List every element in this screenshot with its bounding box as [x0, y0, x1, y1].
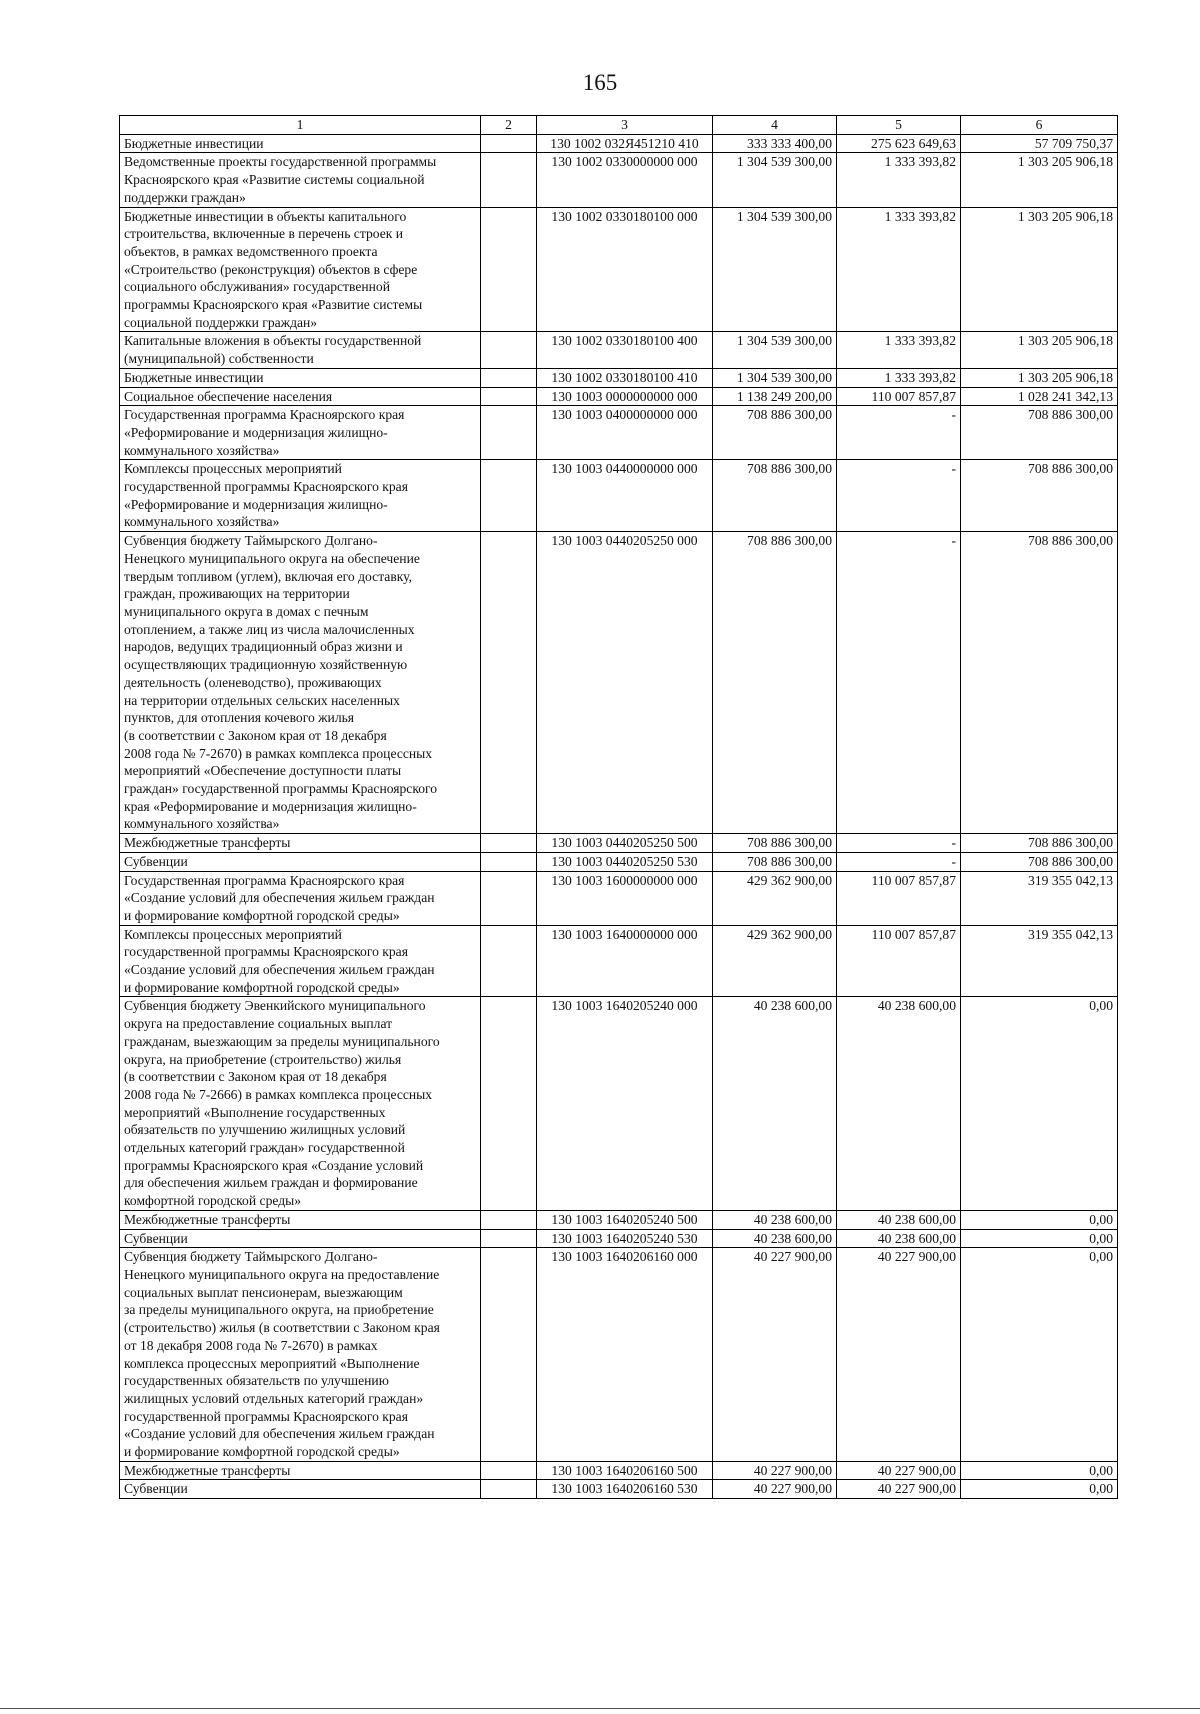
budget-code-cell: 130 1003 1600000000 000: [537, 871, 713, 925]
amount-col4-cell: 429 362 900,00: [713, 871, 837, 925]
budget-code-cell: 130 1002 0330000000 000: [537, 153, 713, 207]
column2-cell: [481, 406, 537, 460]
amount-col5-cell: 40 227 900,00: [837, 1248, 961, 1461]
budget-code-cell: 130 1003 1640206160 500: [537, 1461, 713, 1480]
table-row: [120, 997, 1118, 1210]
column2-cell: [481, 153, 537, 207]
header-row: [120, 116, 1118, 135]
amount-col4-cell: 1 304 539 300,00: [713, 207, 837, 332]
amount-col6-cell: 0,00: [961, 1461, 1118, 1480]
table-row: [120, 1480, 1118, 1499]
budget-code-cell: 130 1003 0440205250 530: [537, 852, 713, 871]
amount-col4-cell: 708 886 300,00: [713, 406, 837, 460]
item-name-cell: Бюджетные инвестиции: [120, 368, 481, 387]
budget-code-cell: 130 1002 032Я451210 410: [537, 134, 713, 153]
budget-code-cell: 130 1003 1640000000 000: [537, 925, 713, 997]
item-name-cell: Субвенции: [120, 1229, 481, 1248]
budget-code-cell: 130 1003 0400000000 000: [537, 406, 713, 460]
item-name-cell: Комплексы процессных мероприятий государственной программы Красноярского края «Реформирование и модернизация жилищно- коммунального хозяйства»: [120, 460, 481, 532]
budget-code-cell: 130 1003 1640206160 530: [537, 1480, 713, 1499]
column2-cell: [481, 387, 537, 406]
amount-col4-cell: 40 238 600,00: [713, 1210, 837, 1229]
amount-col6-cell: 708 886 300,00: [961, 406, 1118, 460]
amount-col5-cell: -: [837, 460, 961, 532]
amount-col4-cell: 429 362 900,00: [713, 925, 837, 997]
column2-cell: [481, 834, 537, 853]
amount-col4-cell: 40 227 900,00: [713, 1461, 837, 1480]
budget-code-cell: 130 1003 0440205250 500: [537, 834, 713, 853]
column2-cell: [481, 134, 537, 153]
amount-col5-cell: 40 227 900,00: [837, 1461, 961, 1480]
amount-col5-cell: 1 333 393,82: [837, 153, 961, 207]
budget-code-cell: 130 1003 1640205240 000: [537, 997, 713, 1210]
item-name-cell: Субвенции: [120, 1480, 481, 1499]
column2-cell: [481, 1480, 537, 1499]
column2-cell: [481, 332, 537, 368]
amount-col6-cell: 0,00: [961, 1229, 1118, 1248]
item-name-cell: Государственная программа Красноярского края «Реформирование и модернизация жилищно- коммунального хозяйства»: [120, 406, 481, 460]
amount-col5-cell: 275 623 649,63: [837, 134, 961, 153]
column2-cell: [481, 532, 537, 834]
amount-col5-cell: 110 007 857,87: [837, 925, 961, 997]
table-row: [120, 332, 1118, 368]
column-header: 1: [120, 116, 481, 135]
item-name-cell: Бюджетные инвестиции в объекты капитального строительства, включенные в перечень строек и объектов, в рамках ведомственного проекта «Строительство (реконструкция) объектов в сфере социального обслуживания» государственной программы Красноярского края «Развитие системы социальной поддержки граждан»: [120, 207, 481, 332]
item-name-cell: Межбюджетные трансферты: [120, 1210, 481, 1229]
amount-col6-cell: 708 886 300,00: [961, 852, 1118, 871]
amount-col6-cell: 0,00: [961, 1210, 1118, 1229]
amount-col5-cell: 1 333 393,82: [837, 368, 961, 387]
table-row: [120, 1248, 1118, 1461]
amount-col4-cell: 1 304 539 300,00: [713, 153, 837, 207]
amount-col5-cell: 40 227 900,00: [837, 1480, 961, 1499]
item-name-cell: Субвенция бюджету Эвенкийского муниципального округа на предоставление социальных выплат гражданам, выезжающим за пределы муниципального округа, на приобретение (строительство) жилья (в соответствии с Законом края от 18 декабря 2008 года № 7-2666) в рамках комплекса процессных мероприятий «Выполнение государственных обязательств по улучшению жилищных условий отдельных категорий граждан» государственной программы Красноярского края «Создание условий для обеспечения жильем граждан и формирование комфортной городской среды»: [120, 997, 481, 1210]
amount-col4-cell: 40 227 900,00: [713, 1480, 837, 1499]
table-row: [120, 368, 1118, 387]
amount-col6-cell: 0,00: [961, 997, 1118, 1210]
table-row: [120, 207, 1118, 332]
column-header: 5: [837, 116, 961, 135]
column2-cell: [481, 852, 537, 871]
amount-col4-cell: 1 304 539 300,00: [713, 332, 837, 368]
column2-cell: [481, 925, 537, 997]
table-row: [120, 1461, 1118, 1480]
item-name-cell: Межбюджетные трансферты: [120, 1461, 481, 1480]
item-name-cell: Социальное обеспечение населения: [120, 387, 481, 406]
table-row: [120, 460, 1118, 532]
amount-col4-cell: 40 227 900,00: [713, 1248, 837, 1461]
column2-cell: [481, 460, 537, 532]
amount-col5-cell: -: [837, 532, 961, 834]
table-row: [120, 925, 1118, 997]
column-header: 2: [481, 116, 537, 135]
amount-col5-cell: -: [837, 834, 961, 853]
amount-col4-cell: 40 238 600,00: [713, 997, 837, 1210]
amount-col6-cell: 708 886 300,00: [961, 532, 1118, 834]
amount-col5-cell: -: [837, 406, 961, 460]
budget-code-cell: 130 1002 0330180100 000: [537, 207, 713, 332]
amount-col4-cell: 708 886 300,00: [713, 460, 837, 532]
column2-cell: [481, 207, 537, 332]
amount-col6-cell: 319 355 042,13: [961, 871, 1118, 925]
budget-code-cell: 130 1003 1640205240 500: [537, 1210, 713, 1229]
table-row: [120, 532, 1118, 834]
table-row: [120, 134, 1118, 153]
amount-col4-cell: 708 886 300,00: [713, 834, 837, 853]
item-name-cell: Ведомственные проекты государственной программы Красноярского края «Развитие системы социальной поддержки граждан»: [120, 153, 481, 207]
column2-cell: [481, 1248, 537, 1461]
item-name-cell: Межбюджетные трансферты: [120, 834, 481, 853]
table-row: [120, 1229, 1118, 1248]
amount-col5-cell: -: [837, 852, 961, 871]
item-name-cell: Комплексы процессных мероприятий государственной программы Красноярского края «Создание условий для обеспечения жильем граждан и формирование комфортной городской среды»: [120, 925, 481, 997]
column2-cell: [481, 1461, 537, 1480]
amount-col6-cell: 1 303 205 906,18: [961, 368, 1118, 387]
column2-cell: [481, 368, 537, 387]
table-row: [120, 406, 1118, 460]
item-name-cell: Субвенции: [120, 852, 481, 871]
item-name-cell: Государственная программа Красноярского края «Создание условий для обеспечения жильем граждан и формирование комфортной городской среды»: [120, 871, 481, 925]
amount-col6-cell: 57 709 750,37: [961, 134, 1118, 153]
budget-code-cell: 130 1003 0440000000 000: [537, 460, 713, 532]
amount-col4-cell: 40 238 600,00: [713, 1229, 837, 1248]
amount-col6-cell: 0,00: [961, 1480, 1118, 1499]
table-row: [120, 871, 1118, 925]
amount-col4-cell: 1 138 249 200,00: [713, 387, 837, 406]
page-number: 165: [582, 70, 618, 95]
item-name-cell: Капитальные вложения в объекты государственной (муниципальной) собственности: [120, 332, 481, 368]
table-header: [120, 116, 1118, 135]
column2-cell: [481, 871, 537, 925]
column-header: 6: [961, 116, 1118, 135]
amount-col6-cell: 319 355 042,13: [961, 925, 1118, 997]
column-header: 4: [713, 116, 837, 135]
budget-code-cell: 130 1003 0440205250 000: [537, 532, 713, 834]
budget-code-cell: 130 1003 1640206160 000: [537, 1248, 713, 1461]
budget-code-cell: 130 1003 0000000000 000: [537, 387, 713, 406]
budget-table: [119, 115, 1118, 1499]
column2-cell: [481, 997, 537, 1210]
amount-col6-cell: 1 303 205 906,18: [961, 332, 1118, 368]
amount-col4-cell: 1 304 539 300,00: [713, 368, 837, 387]
item-name-cell: Бюджетные инвестиции: [120, 134, 481, 153]
table-row: [120, 153, 1118, 207]
amount-col6-cell: 1 303 205 906,18: [961, 153, 1118, 207]
amount-col5-cell: 110 007 857,87: [837, 871, 961, 925]
budget-code-cell: 130 1002 0330180100 400: [537, 332, 713, 368]
amount-col5-cell: 40 238 600,00: [837, 1210, 961, 1229]
budget-code-cell: 130 1002 0330180100 410: [537, 368, 713, 387]
page-bottom-rule: [0, 1708, 1200, 1709]
item-name-cell: Субвенция бюджету Таймырского Долгано- Ненецкого муниципального округа на обеспечение твердым топливом (углем), включая его доставку, граждан, проживающих на территории муниципального округа в домах с печным отоплением, а также лиц из числа малочисленных народов, ведущих традиционный образ жизни и осуществляющих традиционную хозяйственную деятельность (оленеводство), проживающих на территории отдельных сельских населенных пунктов, для отопления кочевого жилья (в соответствии с Законом края от 18 декабря 2008 года № 7-2670) в рамках комплекса процессных мероприятий «Обеспечение доступности платы граждан» государственной программы Красноярского края «Реформирование и модернизация жилищно- коммунального хозяйства»: [120, 532, 481, 834]
amount-col4-cell: 333 333 400,00: [713, 134, 837, 153]
table-row: [120, 1210, 1118, 1229]
amount-col5-cell: 40 238 600,00: [837, 997, 961, 1210]
amount-col6-cell: 0,00: [961, 1248, 1118, 1461]
amount-col6-cell: 1 028 241 342,13: [961, 387, 1118, 406]
amount-col6-cell: 708 886 300,00: [961, 460, 1118, 532]
amount-col5-cell: 40 238 600,00: [837, 1229, 961, 1248]
column2-cell: [481, 1210, 537, 1229]
column-header: 3: [537, 116, 713, 135]
amount-col5-cell: 110 007 857,87: [837, 387, 961, 406]
budget-code-cell: 130 1003 1640205240 530: [537, 1229, 713, 1248]
table-row: [120, 834, 1118, 853]
item-name-cell: Субвенция бюджету Таймырского Долгано- Ненецкого муниципального округа на предоставление социальных выплат пенсионерам, выезжающим за пределы муниципального округа, на приобретение (строительство) жилья (в соответствии с Законом края от 18 декабря 2008 года № 7-2670) в рамках комплекса процессных мероприятий «Выполнение государственных обязательств по улучшению жилищных условий отдельных категорий граждан» государственной программы Красноярского края «Создание условий для обеспечения жильем граждан и формирование комфортной городской среды»: [120, 1248, 481, 1461]
table-row: [120, 387, 1118, 406]
amount-col5-cell: 1 333 393,82: [837, 332, 961, 368]
table-row: [120, 852, 1118, 871]
column2-cell: [481, 1229, 537, 1248]
amount-col5-cell: 1 333 393,82: [837, 207, 961, 332]
table-body: [120, 134, 1118, 1498]
amount-col4-cell: 708 886 300,00: [713, 852, 837, 871]
amount-col6-cell: 708 886 300,00: [961, 834, 1118, 853]
amount-col4-cell: 708 886 300,00: [713, 532, 837, 834]
amount-col6-cell: 1 303 205 906,18: [961, 207, 1118, 332]
